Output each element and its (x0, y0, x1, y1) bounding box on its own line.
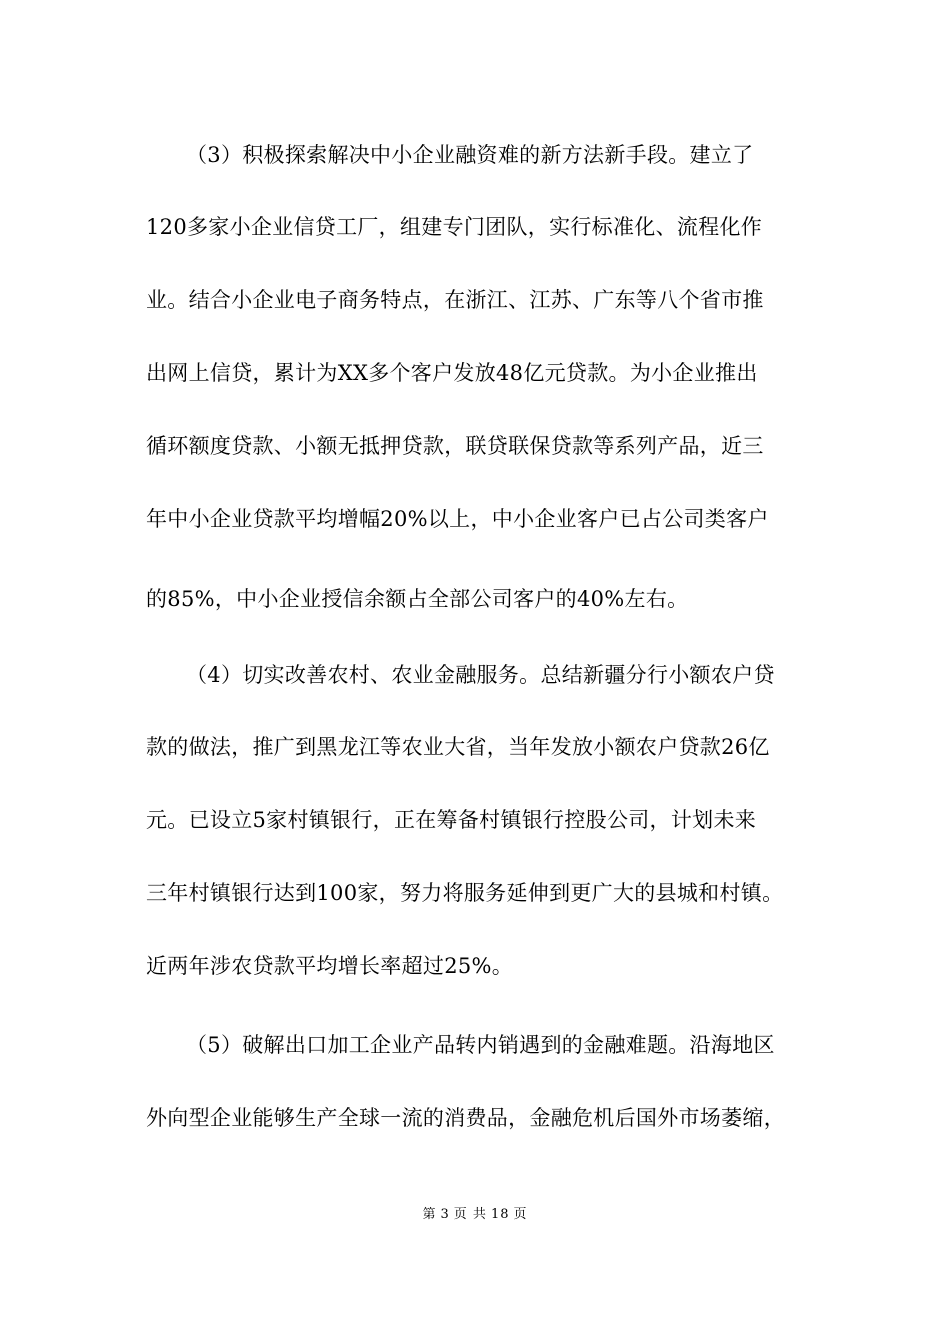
text-line: 三年村镇银行达到100家，努力将服务延伸到更广大的县城和村镇。 (146, 881, 784, 905)
footer-suffix: 页 (513, 1207, 528, 1222)
text-line: （4）切实改善农村、农业金融服务。总结新疆分行小额农户贷 (186, 663, 775, 687)
footer-current-page: 3 (440, 1207, 450, 1222)
text-line: 业。结合小企业电子商务特点，在浙江、江苏、广东等八个省市推 (146, 288, 764, 312)
text-line: 款的做法，推广到黑龙江等农业大省，当年发放小额农户贷款26亿 (146, 735, 770, 759)
text-line: （5）破解出口加工企业产品转内销遇到的金融难题。沿海地区 (186, 1033, 775, 1057)
page-number-footer (0, 1206, 950, 1224)
text-line: 年中小企业贷款平均增幅20%以上，中小企业客户已占公司类客户 (146, 507, 769, 531)
text-line: 元。已设立5家村镇银行，正在筹备村镇银行控股公司，计划未来 (146, 808, 757, 832)
text-line: 循环额度贷款、小额无抵押贷款，联贷联保贷款等系列产品，近三 (146, 434, 764, 458)
footer-total-pages: 18 (490, 1207, 510, 1222)
text-line: 的85%，中小企业授信余额占全部公司客户的40%左右。 (146, 587, 689, 611)
text-line: （3）积极探索解决中小企业融资难的新方法新手段。建立了 (186, 143, 754, 167)
text-line: 外向型企业能够生产全球一流的消费品，金融危机后国外市场萎缩， (146, 1106, 785, 1130)
text-line: 近两年涉农贷款平均增长率超过25%。 (146, 954, 514, 978)
text-line: 出网上信贷，累计为XX多个客户发放48亿元贷款。为小企业推出 (146, 361, 758, 385)
text-line: 120多家小企业信贷工厂，组建专门团队，实行标准化、流程化作 (146, 215, 763, 239)
footer-prefix: 第 (422, 1207, 437, 1222)
footer-middle: 页 共 (453, 1207, 487, 1222)
